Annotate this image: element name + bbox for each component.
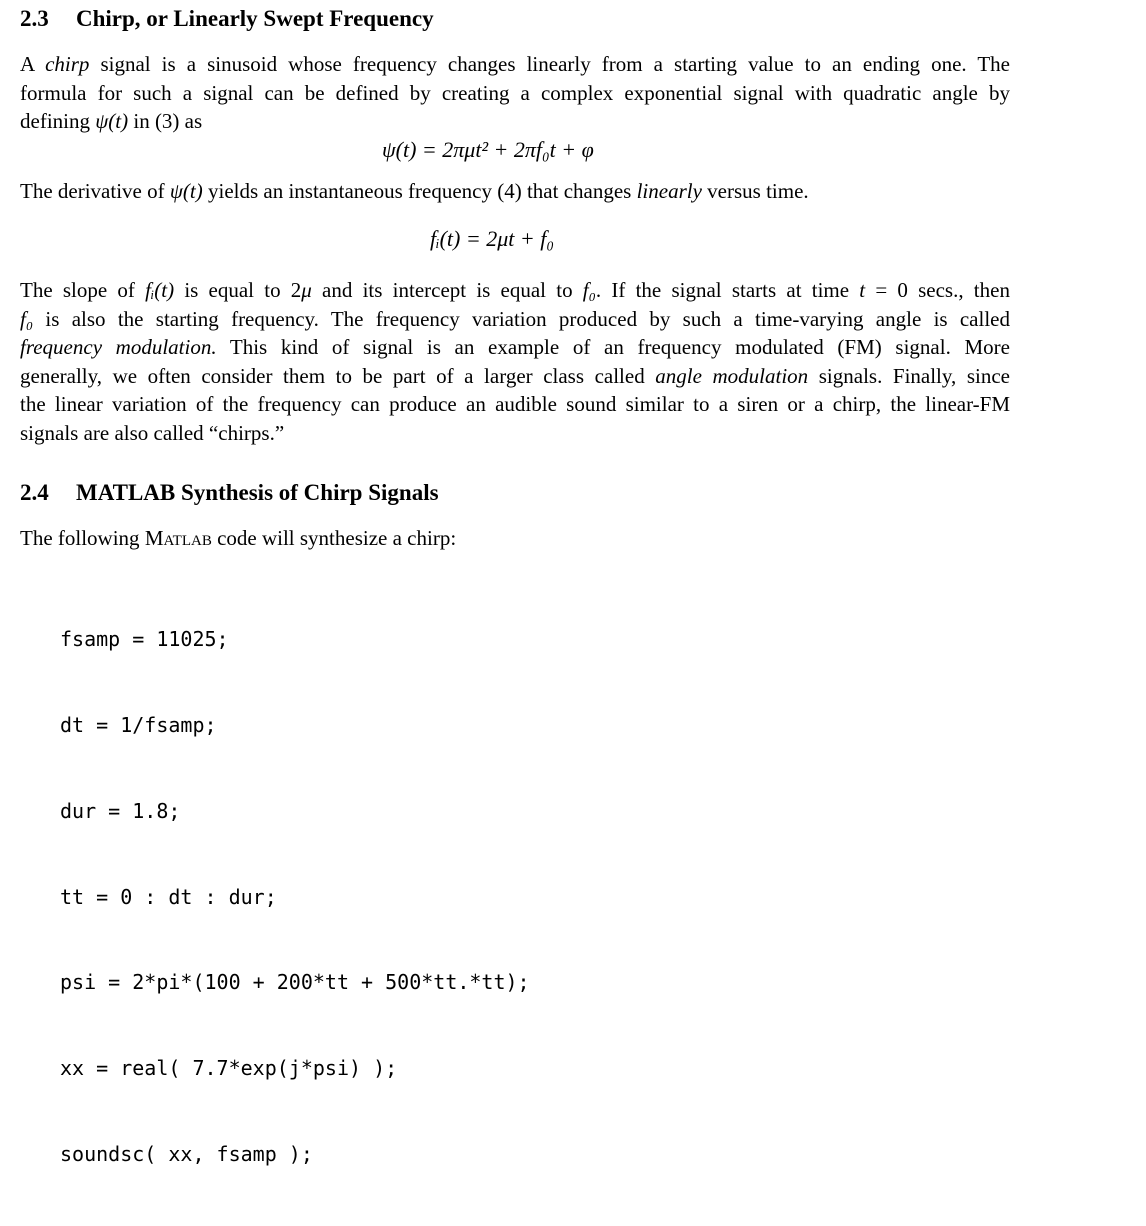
- code-block: [60, 568, 530, 1226]
- section-heading-2-3: [20, 6, 434, 32]
- equation-instantaneous-frequency: fᵢ(t) = 2μt + f₀: [430, 226, 554, 251]
- code-line: dt = 1/fsamp;: [60, 712, 217, 737]
- paragraph-matlab-intro: [20, 524, 1010, 553]
- code-line: fsamp = 11025;: [60, 627, 229, 652]
- section-heading-2-4: [20, 480, 439, 506]
- text-line: The slope of fᵢ(t) is equal to 2μ and its intercept is equal to f₀. If the signal starts at time t = 0 secs., then: [20, 278, 1010, 302]
- text-line: the linear variation of the frequency can produce an audible sound similar to a siren or a chirp, the linear-FM: [20, 392, 1010, 416]
- text-line: defining ψ(t) in (3) as: [20, 109, 203, 133]
- section-number: 2.4: [20, 480, 49, 505]
- emphasis: angle modulation: [655, 363, 809, 388]
- text-line: The derivative of ψ(t) yields an instantaneous frequency (4) that changes linearly versus time.: [20, 179, 809, 203]
- math-inline: ψ(t): [95, 109, 129, 133]
- paragraph-slope: [20, 276, 1010, 447]
- text-line: signals are also called “chirps.”: [20, 420, 285, 445]
- code-line: psi = 2*pi*(100 + 200*tt + 500*tt.*tt);: [60, 970, 530, 995]
- section-number: 2.3: [20, 6, 49, 31]
- text-line: The following Matlab code will synthesize a chirp:: [20, 526, 457, 550]
- section-title: MATLAB Synthesis of Chirp Signals: [76, 480, 439, 505]
- code-line: tt = 0 : dt : dur;: [60, 884, 277, 909]
- matlab-name: Matlab: [144, 526, 212, 550]
- section-title: Chirp, or Linearly Swept Frequency: [76, 6, 434, 31]
- equation-psi: ψ(t) = 2πμt² + 2πf₀t + φ: [382, 137, 594, 162]
- text-line: A chirp signal is a sinusoid whose frequency changes linearly from a starting value to an ending one. The: [20, 52, 1010, 76]
- text-line: f₀ is also the starting frequency. The frequency variation produced by such a time-varying angle is called: [20, 306, 1010, 331]
- emphasis: linearly: [636, 179, 702, 203]
- text-line: formula for such a signal can be defined by creating a complex exponential signal with quadratic angle by: [20, 80, 1010, 105]
- code-line: xx = real( 7.7*exp(j*psi) );: [60, 1056, 398, 1081]
- text-line: generally, we often consider them to be part of a larger class called angle modulation signals. Finally, since: [20, 363, 1010, 388]
- text-line: frequency modulation. This kind of signal is an example of an frequency modulated (FM) signal. More: [20, 335, 1010, 359]
- emphasis: chirp: [45, 52, 90, 76]
- emphasis: frequency modulation.: [20, 335, 217, 359]
- code-line: dur = 1.8;: [60, 798, 181, 823]
- math-inline: ψ(t): [169, 179, 203, 203]
- paragraph-derivative: [20, 177, 1010, 206]
- paragraph-chirp-intro: [20, 50, 1010, 136]
- code-line: soundsc( xx, fsamp );: [60, 1141, 313, 1166]
